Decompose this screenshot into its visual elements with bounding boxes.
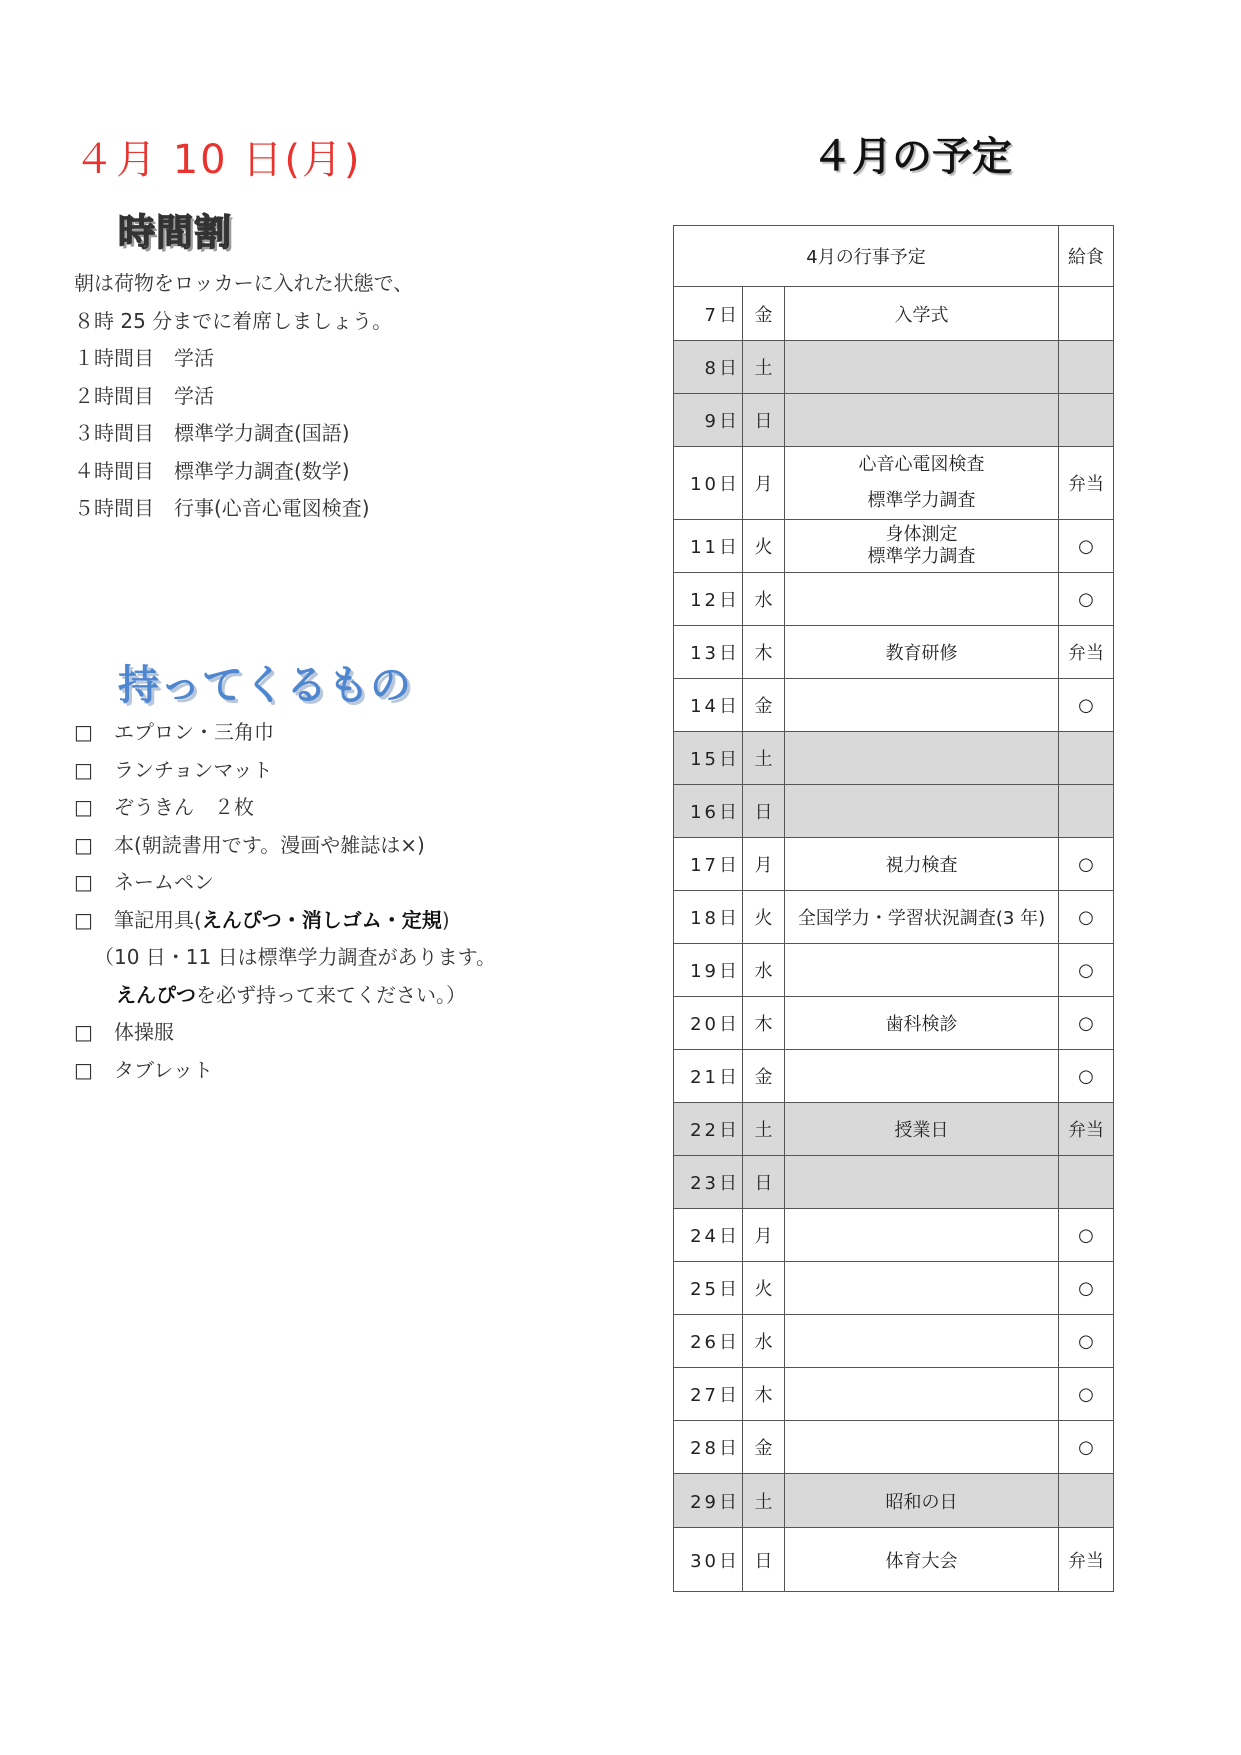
table-row (674, 679, 1114, 732)
day-cell: 21日 (674, 1050, 743, 1103)
weekday-cell: 木 (743, 626, 785, 679)
event-cell (785, 1315, 1059, 1368)
day-cell: 24日 (674, 1209, 743, 1262)
weekday-cell: 金 (743, 679, 785, 732)
lunch-cell: ○ (1059, 1262, 1114, 1315)
table-header-row (674, 226, 1114, 287)
day-cell: 29日 (674, 1474, 743, 1528)
checkbox-icon: □ (74, 870, 93, 894)
lunch-cell (1059, 1474, 1114, 1528)
weekday-cell: 木 (743, 1368, 785, 1421)
note-bold: えんぴつ (116, 982, 196, 1007)
event-cell: 体育大会 (785, 1528, 1059, 1592)
table-row (674, 1315, 1114, 1368)
timetable-line: ５時間目 行事(心音心電図検査) (74, 496, 370, 520)
lunch-cell: 弁当 (1059, 1528, 1114, 1592)
item-label-bold: えんぴつ・消しゴム・定規 (201, 907, 442, 932)
weekday-cell: 火 (743, 891, 785, 944)
event-cell: 教育研修 (785, 626, 1059, 679)
table-row (674, 944, 1114, 997)
timetable-line: ２時間目 学活 (74, 383, 214, 408)
day-cell: 22日 (674, 1103, 743, 1156)
day-cell: 15日 (674, 732, 743, 785)
event-cell: 全国学力・学習状況調査(3 年) (785, 891, 1059, 944)
weekday-cell: 水 (743, 1315, 785, 1368)
table-row (674, 1262, 1114, 1315)
checkbox-icon: □ (74, 757, 93, 782)
item-label-prefix: 筆記用具( (114, 907, 202, 932)
weekday-cell: 金 (743, 1421, 785, 1474)
event-cell (785, 447, 1059, 520)
checkbox-icon: □ (74, 1057, 93, 1082)
lunch-cell: ○ (1059, 573, 1114, 626)
checkbox-icon: □ (74, 907, 93, 932)
day-cell: 30日 (674, 1528, 743, 1592)
weekday-cell: 金 (743, 1050, 785, 1103)
checkbox-icon: □ (74, 1020, 93, 1044)
checkbox-icon: □ (74, 832, 93, 857)
weekday-cell: 土 (743, 1474, 785, 1528)
table-row (674, 1103, 1114, 1156)
event-cell (785, 341, 1059, 394)
day-cell: 9日 (674, 394, 743, 447)
lunch-cell: ○ (1059, 838, 1114, 891)
day-cell: 18日 (674, 891, 743, 944)
item-label: ランチョンマット (114, 757, 273, 782)
weekday-cell: 水 (743, 573, 785, 626)
event-cell (785, 573, 1059, 626)
weekday-cell: 日 (743, 1156, 785, 1209)
day-cell: 8日 (674, 341, 743, 394)
table-row (674, 573, 1114, 626)
lunch-cell: ○ (1059, 944, 1114, 997)
lunch-cell: ○ (1059, 997, 1114, 1050)
day-cell: 19日 (674, 944, 743, 997)
day-cell: 26日 (674, 1315, 743, 1368)
weekday-cell: 土 (743, 341, 785, 394)
event-cell (785, 785, 1059, 838)
event-cell (785, 1209, 1059, 1262)
day-cell: 25日 (674, 1262, 743, 1315)
day-cell: 11日 (674, 520, 743, 573)
weekday-cell: 日 (743, 394, 785, 447)
event-line: 標準学力調査 (867, 490, 976, 511)
event-cell: 歯科検診 (785, 997, 1059, 1050)
lunch-cell (1059, 341, 1114, 394)
table-row (674, 447, 1114, 520)
event-cell (785, 1050, 1059, 1103)
weekday-cell: 水 (743, 944, 785, 997)
event-cell (785, 1421, 1059, 1474)
lunch-cell: 弁当 (1059, 626, 1114, 679)
event-cell: 視力検査 (785, 838, 1059, 891)
timetable-line: ８時 25 分までに着席しましょう。 (74, 308, 393, 333)
timetable-heading: 時間割 (118, 211, 232, 254)
table-row (674, 1209, 1114, 1262)
weekday-cell: 火 (743, 1262, 785, 1315)
lunch-cell (1059, 394, 1114, 447)
day-cell: 7日 (674, 287, 743, 341)
day-cell: 28日 (674, 1421, 743, 1474)
weekday-cell: 金 (743, 287, 785, 341)
day-cell: 17日 (674, 838, 743, 891)
table-row (674, 732, 1114, 785)
table-row (674, 1528, 1114, 1592)
header-lunch: 給食 (1059, 226, 1114, 287)
event-cell (785, 679, 1059, 732)
weekday-cell: 月 (743, 447, 785, 520)
table-row (674, 1368, 1114, 1421)
table-row (674, 838, 1114, 891)
table-row (674, 341, 1114, 394)
lunch-cell (1059, 287, 1114, 341)
lunch-cell: ○ (1059, 1368, 1114, 1421)
items-heading: 持ってくるもの (118, 661, 412, 709)
lunch-cell (1059, 732, 1114, 785)
belongings-list (74, 714, 496, 1089)
weekday-cell: 火 (743, 520, 785, 573)
list-item (74, 902, 496, 940)
lunch-cell: 弁当 (1059, 1103, 1114, 1156)
table-row (674, 891, 1114, 944)
table-row (674, 1474, 1114, 1528)
checkbox-icon: □ (74, 720, 93, 744)
event-cell: 授業日 (785, 1103, 1059, 1156)
item-label: タブレット (114, 1057, 213, 1082)
item-label: ネームペン (114, 870, 214, 894)
table-row (674, 1156, 1114, 1209)
item-label-suffix: ) (441, 907, 450, 932)
table-row (674, 785, 1114, 838)
date-title: ４月 10 日(月) (74, 137, 362, 183)
item-label: ぞうきん ２枚 (114, 795, 254, 819)
note-line (74, 977, 496, 1015)
timetable-list (74, 265, 413, 528)
event-cell (785, 1368, 1059, 1421)
day-cell: 10日 (674, 447, 743, 520)
table-row (674, 287, 1114, 341)
event-cell: 入学式 (785, 287, 1059, 341)
timetable-line: 朝は荷物をロッカーに入れた状態で、 (74, 271, 414, 295)
lunch-cell: ○ (1059, 891, 1114, 944)
event-cell (785, 394, 1059, 447)
weekday-cell: 月 (743, 838, 785, 891)
event-cell (785, 1262, 1059, 1315)
lunch-cell: ○ (1059, 1315, 1114, 1368)
weekday-cell: 月 (743, 1209, 785, 1262)
list-item (74, 1052, 496, 1090)
table-row (674, 1421, 1114, 1474)
table-row (674, 1050, 1114, 1103)
weekday-cell: 日 (743, 785, 785, 838)
list-item (74, 789, 496, 827)
day-cell: 16日 (674, 785, 743, 838)
lunch-cell: ○ (1059, 1050, 1114, 1103)
event-cell (785, 1156, 1059, 1209)
timetable-line: ４時間目 標準学力調査(数学) (74, 458, 350, 483)
event-cell (785, 520, 1059, 573)
day-cell: 12日 (674, 573, 743, 626)
lunch-cell (1059, 785, 1114, 838)
lunch-cell: ○ (1059, 1209, 1114, 1262)
lunch-cell: ○ (1059, 520, 1114, 573)
lunch-cell (1059, 1156, 1114, 1209)
schedule-title: ４月の予定 (812, 134, 1012, 180)
item-label: 体操服 (114, 1020, 174, 1044)
timetable-line: ３時間目 標準学力調査(国語) (74, 421, 350, 445)
list-item (74, 864, 496, 902)
table-row (674, 626, 1114, 679)
lunch-cell: ○ (1059, 1421, 1114, 1474)
weekday-cell: 日 (743, 1528, 785, 1592)
item-label: エプロン・三角巾 (114, 720, 274, 744)
day-cell: 13日 (674, 626, 743, 679)
event-line: 身体測定 (885, 524, 958, 545)
day-cell: 14日 (674, 679, 743, 732)
item-label: 本(朝読書用です。漫画や雑誌は×) (114, 832, 425, 857)
note-text: を必ず持って来てください。） (196, 982, 466, 1007)
table-row (674, 997, 1114, 1050)
lunch-cell: ○ (1059, 679, 1114, 732)
event-cell (785, 732, 1059, 785)
list-item (74, 752, 496, 790)
checkbox-icon: □ (74, 795, 93, 819)
event-line: 標準学力調査 (867, 546, 976, 567)
header-events: 4月の行事予定 (674, 226, 1059, 287)
day-cell: 23日 (674, 1156, 743, 1209)
table-row (674, 520, 1114, 573)
list-item (74, 714, 496, 752)
event-line: 心音心電図検査 (858, 454, 985, 475)
list-item (74, 827, 496, 865)
list-item (74, 1014, 496, 1052)
schedule-table (673, 225, 1114, 1592)
weekday-cell: 木 (743, 997, 785, 1050)
event-cell (785, 944, 1059, 997)
day-cell: 20日 (674, 997, 743, 1050)
day-cell: 27日 (674, 1368, 743, 1421)
weekday-cell: 土 (743, 1103, 785, 1156)
table-row (674, 394, 1114, 447)
weekday-cell: 土 (743, 732, 785, 785)
note-line: （10 日・11 日は標準学力調査があります。 (94, 945, 497, 969)
lunch-cell: 弁当 (1059, 447, 1114, 520)
event-cell: 昭和の日 (785, 1474, 1059, 1528)
timetable-line: １時間目 学活 (74, 346, 214, 370)
